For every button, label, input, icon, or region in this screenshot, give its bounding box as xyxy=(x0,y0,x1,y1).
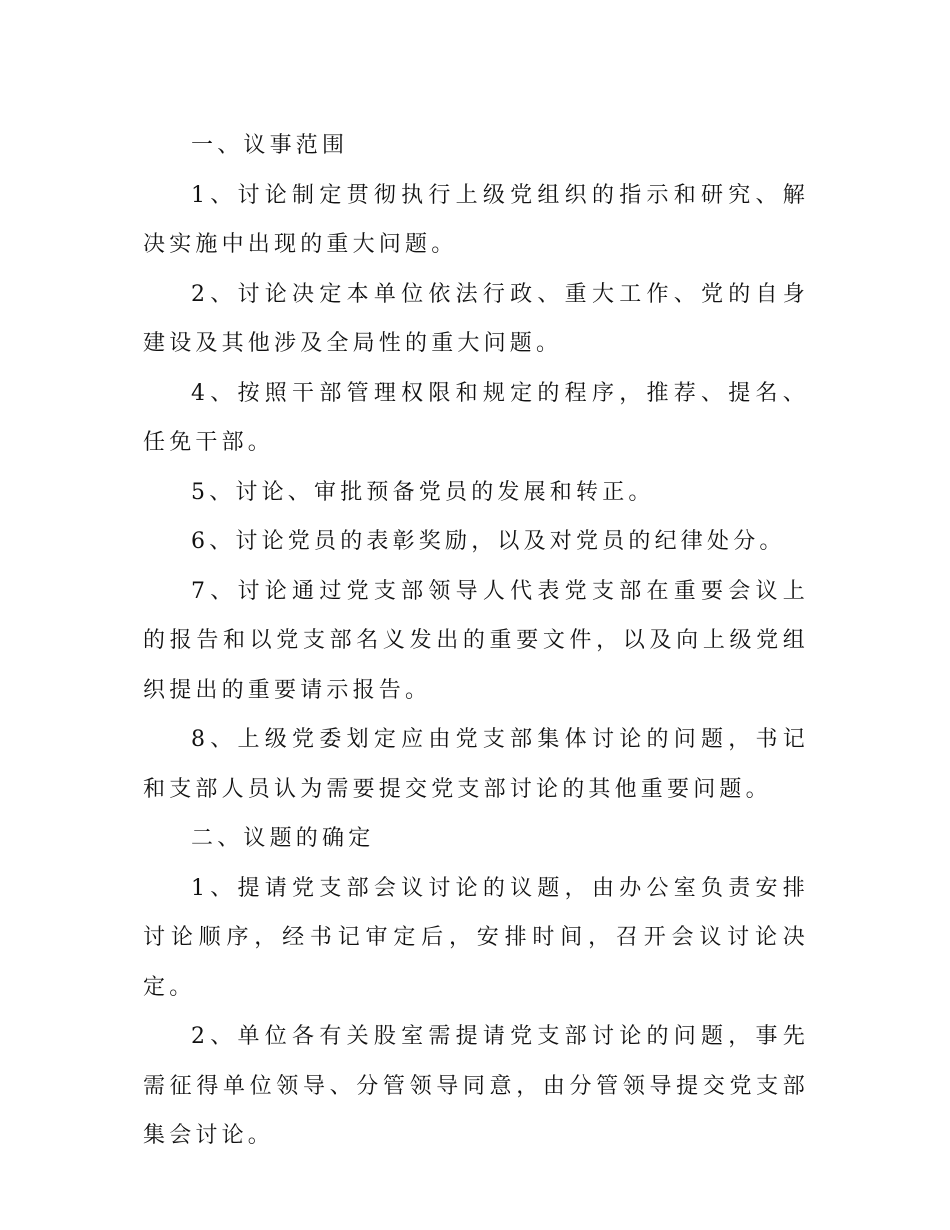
paragraph-item-7: 7、讨论通过党支部领导人代表党支部在重要会议上的报告和以党支部名义发出的重要文件，以及向上级党组织提出的重要请示报告。 xyxy=(143,578,809,703)
paragraph-item-8: 8、上级党委划定应由党支部集体讨论的问题，书记和支部人员认为需要提交党支部讨论的其他重要问题。 xyxy=(143,727,809,802)
paragraph-item-6: 6、讨论党员的表彰奖励，以及对党员的纪律处分。 xyxy=(191,529,786,554)
paragraph-topic-1: 1、提请党支部会议讨论的议题，由办公室负责安排讨论顺序，经书记审定后，安排时间，召开会议讨论决定。 xyxy=(143,875,809,1000)
document-body xyxy=(143,121,809,1161)
paragraph-topic-2: 2、单位各有关股室需提请党支部讨论的问题，事先需征得单位领导、分管领导同意，由分管领导提交党支部集会讨论。 xyxy=(143,1024,809,1148)
paragraph-item-5: 5、讨论、审批预备党员的发展和转正。 xyxy=(191,479,655,505)
paragraph-item-2: 2、讨论决定本单位依法行政、重大工作、党的自身建设及其他涉及全局性的重大问题。 xyxy=(143,281,809,356)
paragraph-item-1: 1、讨论制定贯彻执行上级党组织的指示和研究、解决实施中出现的重大问题。 xyxy=(143,182,809,257)
paragraph-item-4: 4、按照干部管理权限和规定的程序，推荐、提名、任免干部。 xyxy=(143,380,809,455)
section-heading-topics: 二、议题的确定 xyxy=(191,826,375,851)
section-heading-scope: 一、议事范围 xyxy=(191,133,349,158)
